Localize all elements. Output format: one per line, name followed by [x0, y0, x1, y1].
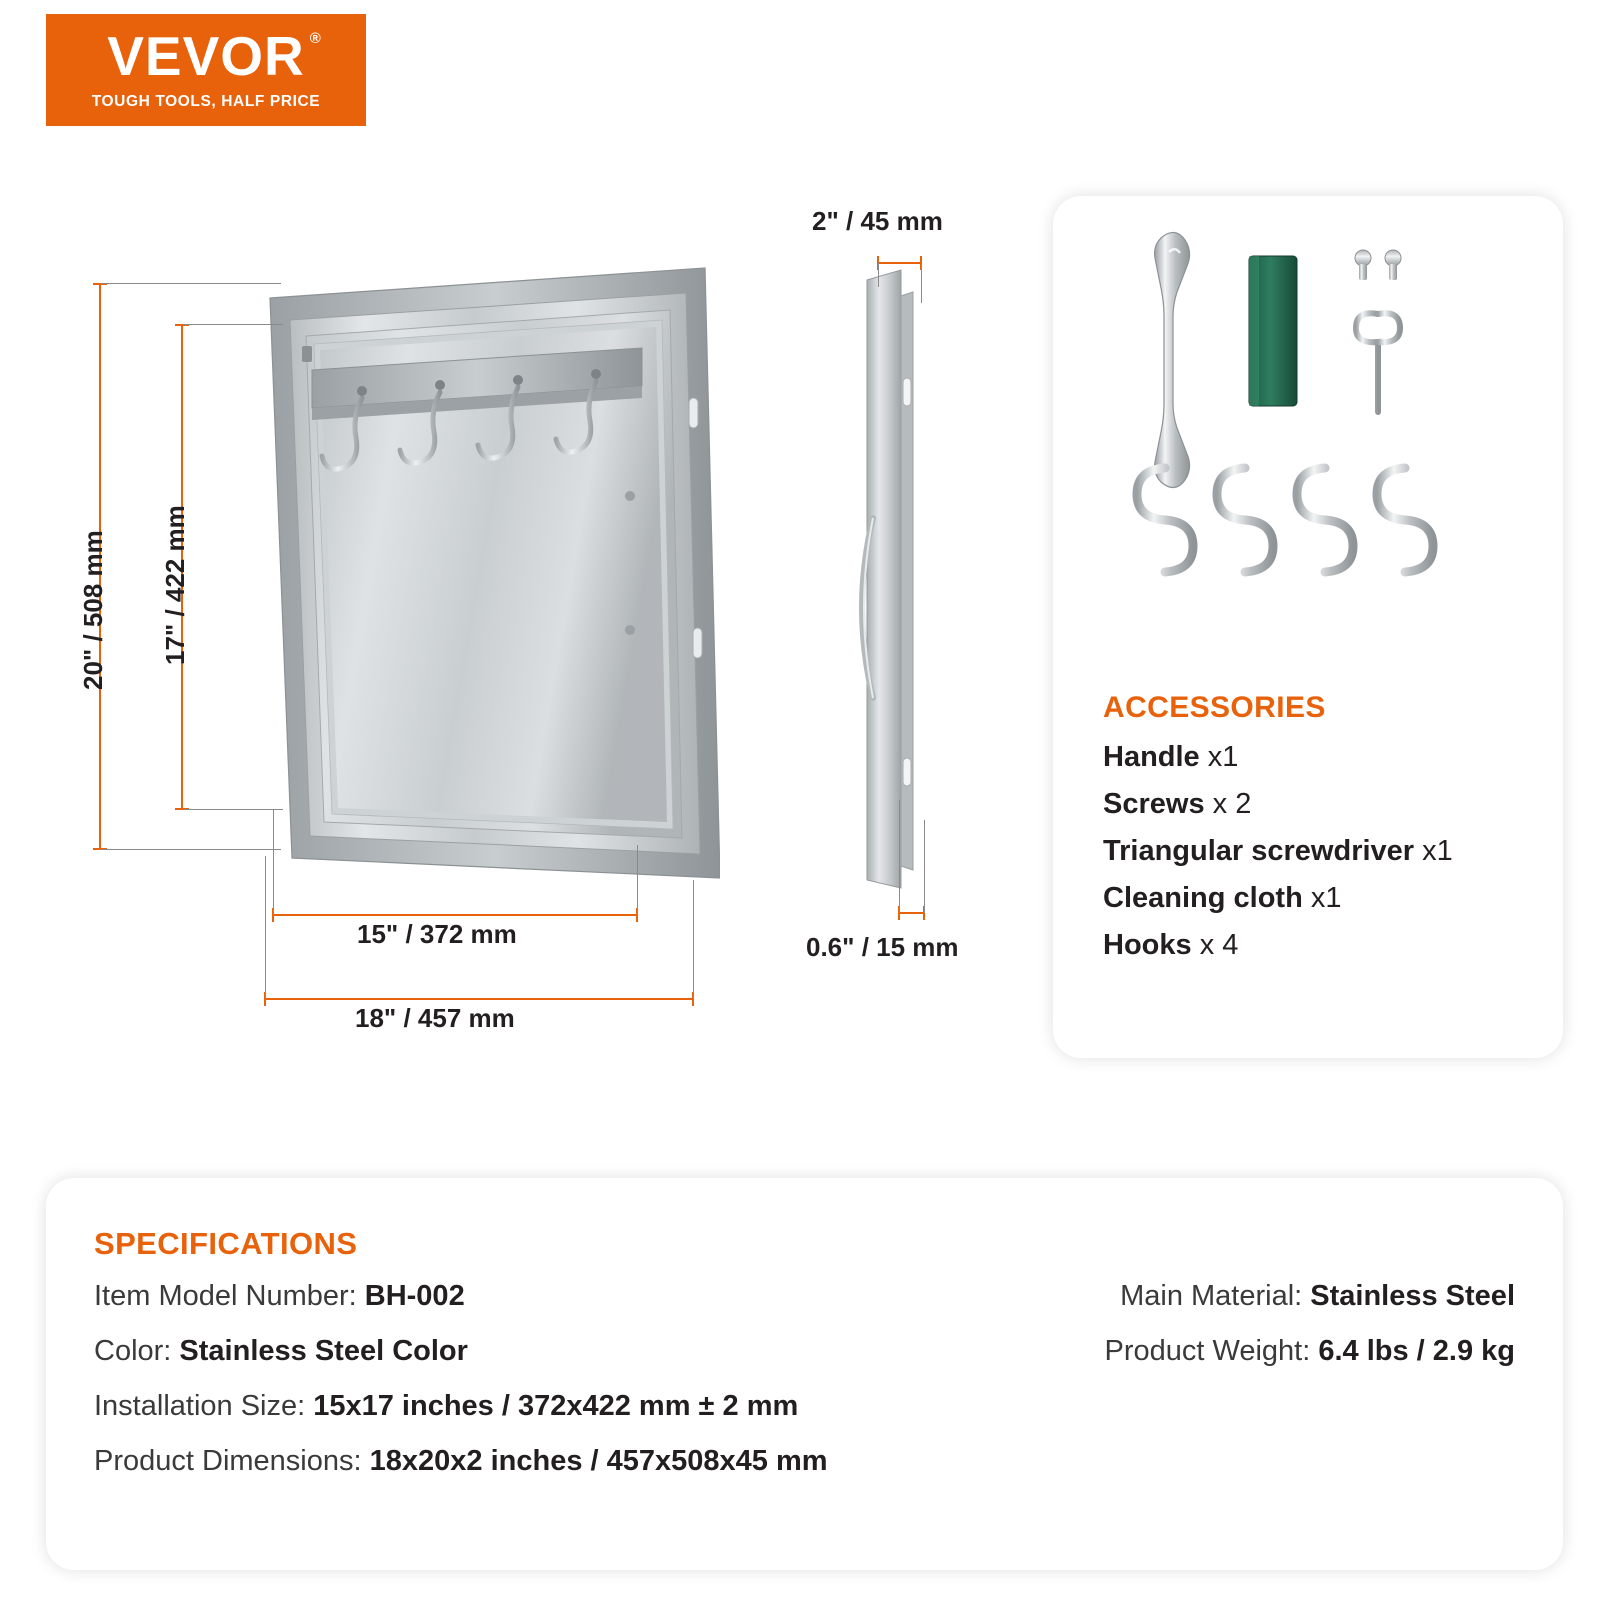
spec-row [94, 1445, 828, 1478]
spec-label: Product Dimensions: [94, 1445, 370, 1477]
spec-value: BH-002 [364, 1280, 465, 1312]
s-hook-icon [1217, 468, 1273, 572]
spec-row [1104, 1280, 1515, 1313]
spec-row [1104, 1335, 1515, 1368]
screws-icon [1355, 250, 1401, 280]
ext-line [183, 809, 283, 810]
specifications-left-column [94, 1280, 828, 1500]
accessory-item [1103, 882, 1533, 915]
spec-row [94, 1280, 828, 1313]
spec-label: Product Weight: [1104, 1335, 1319, 1367]
cleaning-cloth-icon [1249, 256, 1297, 406]
side-flange [867, 270, 901, 888]
ext-line [183, 324, 283, 325]
spec-label: Installation Size: [94, 1390, 314, 1422]
spec-row [94, 1390, 828, 1423]
ext-line [924, 820, 925, 913]
ext-line [101, 849, 281, 850]
accessory-name: Triangular screwdriver [1103, 835, 1415, 867]
ext-line [273, 810, 274, 915]
handle-icon [1155, 232, 1190, 487]
vevor-logo [46, 14, 366, 126]
accessory-qty: x 2 [1212, 788, 1252, 820]
spec-value: 18x20x2 inches / 457x508x45 mm [369, 1445, 828, 1477]
dim-label-cutout-width: 15" / 372 mm [357, 919, 517, 949]
accessory-qty: x1 [1422, 835, 1453, 867]
registered-mark-icon: ® [309, 30, 322, 47]
accessory-item [1103, 788, 1533, 821]
triangular-screwdriver-icon [1356, 313, 1400, 414]
accessories-illustration [1053, 196, 1563, 676]
accessory-qty: x 4 [1199, 929, 1239, 961]
ext-line [265, 856, 266, 999]
ext-line [921, 263, 922, 303]
accessories-card [1053, 196, 1563, 1058]
ext-line [878, 263, 879, 287]
product-side-view-illustration [855, 258, 975, 898]
specifications-right-column [1104, 1280, 1515, 1390]
brand-name [107, 25, 322, 87]
spec-label: Color: [94, 1335, 180, 1367]
accessory-name: Screws [1103, 788, 1205, 820]
dim-label-flange-thickness: 0.6" / 15 mm [806, 932, 959, 962]
accessories-title: ACCESSORIES [1103, 691, 1326, 724]
spec-label: Main Material: [1120, 1280, 1311, 1312]
ext-line [637, 845, 638, 915]
accessory-item [1103, 835, 1533, 868]
spec-value: 15x17 inches / 372x422 mm ± 2 mm [313, 1390, 799, 1422]
brand-tagline: TOUGH TOOLS, HALF PRICE [91, 93, 321, 110]
accessories-list [1103, 741, 1533, 976]
dim-line-overall-width [265, 998, 694, 1000]
dim-label-depth: 2" / 45 mm [812, 206, 943, 236]
brand-name-text: VEVOR [107, 25, 305, 87]
dim-line-flange-thickness [899, 912, 925, 914]
accessory-qty: x1 [1207, 741, 1239, 773]
ext-line [899, 800, 900, 913]
dim-line-cutout-width [273, 914, 638, 916]
accessory-name: Cleaning cloth [1103, 882, 1303, 914]
s-hook-icon [1377, 468, 1433, 572]
spec-value: Stainless Steel [1310, 1280, 1515, 1312]
specifications-title: SPECIFICATIONS [94, 1226, 358, 1261]
accessory-name: Handle [1103, 741, 1200, 773]
ext-line [101, 283, 281, 284]
accessory-item [1103, 929, 1533, 962]
accessory-qty: x1 [1310, 882, 1342, 914]
spec-row [94, 1335, 828, 1368]
spec-value: 6.4 lbs / 2.9 kg [1318, 1335, 1515, 1367]
accessory-name: Hooks [1103, 929, 1192, 961]
specifications-card [46, 1178, 1563, 1570]
spec-label: Item Model Number: [94, 1280, 365, 1312]
dim-label-overall-height: 20" / 508 mm [78, 530, 108, 690]
s-hook-icon [1297, 468, 1353, 572]
ext-line [693, 880, 694, 999]
product-front-view-illustration [250, 258, 720, 898]
dim-label-overall-width: 18" / 457 mm [355, 1003, 515, 1033]
dim-line-depth [878, 262, 922, 264]
dim-label-cutout-height: 17" / 422 mm [160, 505, 190, 665]
spec-value: Stainless Steel Color [179, 1335, 468, 1367]
accessory-item [1103, 741, 1533, 774]
